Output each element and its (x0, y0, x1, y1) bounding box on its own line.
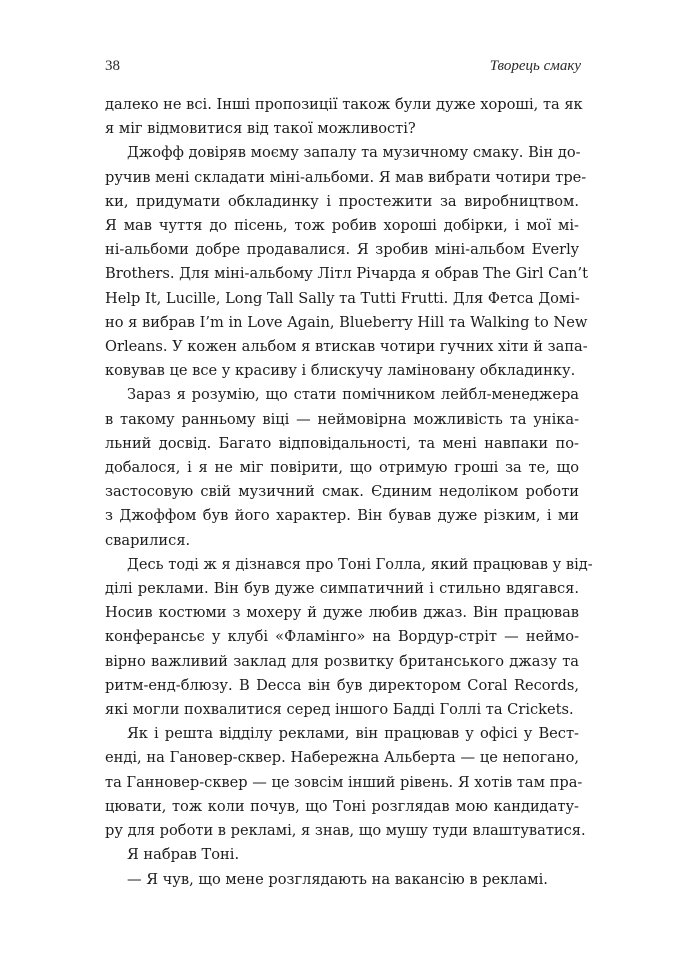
text-line: ділі реклами. Він був дуже симпатичний і стильно вдягався. (105, 580, 579, 598)
text-line: та Ганновер-сквер — це зовсім інший рівень. Я хотів там пра- (105, 773, 583, 791)
text-line: ру для роботи в рекламі, я знав, що мушу туди влаштуватися. (105, 822, 586, 840)
text-line: Brothers. Для міні-альбому Літл Річарда я обрав The Girl Can’t (105, 265, 588, 283)
paragraph (105, 383, 579, 552)
text-line: далеко не всі. Інші пропозиції також були дуже хороші, та як (105, 96, 583, 113)
paragraph (105, 141, 588, 383)
paragraph (105, 93, 583, 141)
text-line: Десь тоді ж я дізнався про Тоні Голла, який працював у від- (127, 555, 593, 573)
text-line: ритм-енд-блюзу. В Decca він був директором Coral Records, (105, 676, 579, 694)
text-line: я міг відмовитися від такої можливості? (105, 120, 416, 138)
text-line: ковував це все у красиву і блискучу ламіновану обкладинку. (105, 362, 576, 380)
running-title: Творець смаку (489, 58, 581, 74)
text-line: Зараз я розумію, що стати помічником лейбл-менеджера (127, 386, 579, 404)
text-line: Я набрав Тоні. (127, 846, 240, 864)
text-line: Носив костюми з мохеру й дуже любив джаз. Він працював (105, 604, 579, 622)
text-line: — Я чув, що мене розглядають на вакансію в рекламі. (127, 870, 548, 888)
text-line: сварилися. (105, 531, 191, 549)
text-line: Help It, Lucille, Long Tall Sally та Tutti Frutti. Для Фетса Домі- (105, 289, 580, 307)
page-header (105, 58, 581, 80)
text-line: застосовую свій музичний смак. Єдиним недоліком роботи (105, 483, 579, 501)
text-line: Як і решта відділу реклами, він працював у офісі у Вест- (127, 725, 579, 743)
text-line: з Джоффом був його характер. Він бував дуже різким, і ми (105, 507, 579, 525)
paragraph (105, 553, 593, 722)
body-text (105, 93, 593, 892)
text-line: но я вибрав I’m in Love Again, Blueberry Hill та Walking to New (105, 313, 588, 331)
text-line: льний досвід. Багато відповідальності, та мені навпаки по- (105, 434, 579, 452)
text-line: ні-альбоми добре продавалися. Я зробив міні-альбом Everly (105, 241, 579, 259)
paragraph (105, 843, 579, 867)
page-number: 38 (105, 58, 120, 74)
text-line: ручив мені складати міні-альбоми. Я мав вибрати чотири тре- (105, 168, 587, 186)
text-line: ки, придумати обкладинку і простежити за виробництвом. (105, 192, 579, 210)
text-line: добалося, і я не міг повірити, що отримую гроші за те, що (105, 459, 579, 477)
paragraph (105, 722, 586, 843)
text-line: Я мав чуття до пісень, тож робив хороші добірки, і мої мі- (105, 217, 579, 235)
text-line: Orleans. У кожен альбом я втискав чотири гучних хіти й запа- (105, 338, 588, 356)
paragraph (105, 868, 579, 892)
text-line: в такому ранньому віці — неймовірна можливість та уніка- (105, 410, 579, 428)
text-line: енді, на Гановер-сквер. Набережна Альберта — це непогано, (105, 749, 579, 767)
text-line: які могли похвалитися серед іншого Бадді Голлі та Crickets. (105, 701, 574, 719)
text-line: Джофф довіряв моєму запалу та музичному смаку. Він до- (127, 144, 581, 162)
text-line: цювати, тож коли почув, що Тоні розглядав мою кандидату- (105, 797, 579, 815)
text-line: конферансьє у клубі «Фламінго» на Вордур-стріт — неймо- (105, 628, 579, 646)
text-line: вірно важливий заклад для розвитку британського джазу та (105, 652, 579, 670)
